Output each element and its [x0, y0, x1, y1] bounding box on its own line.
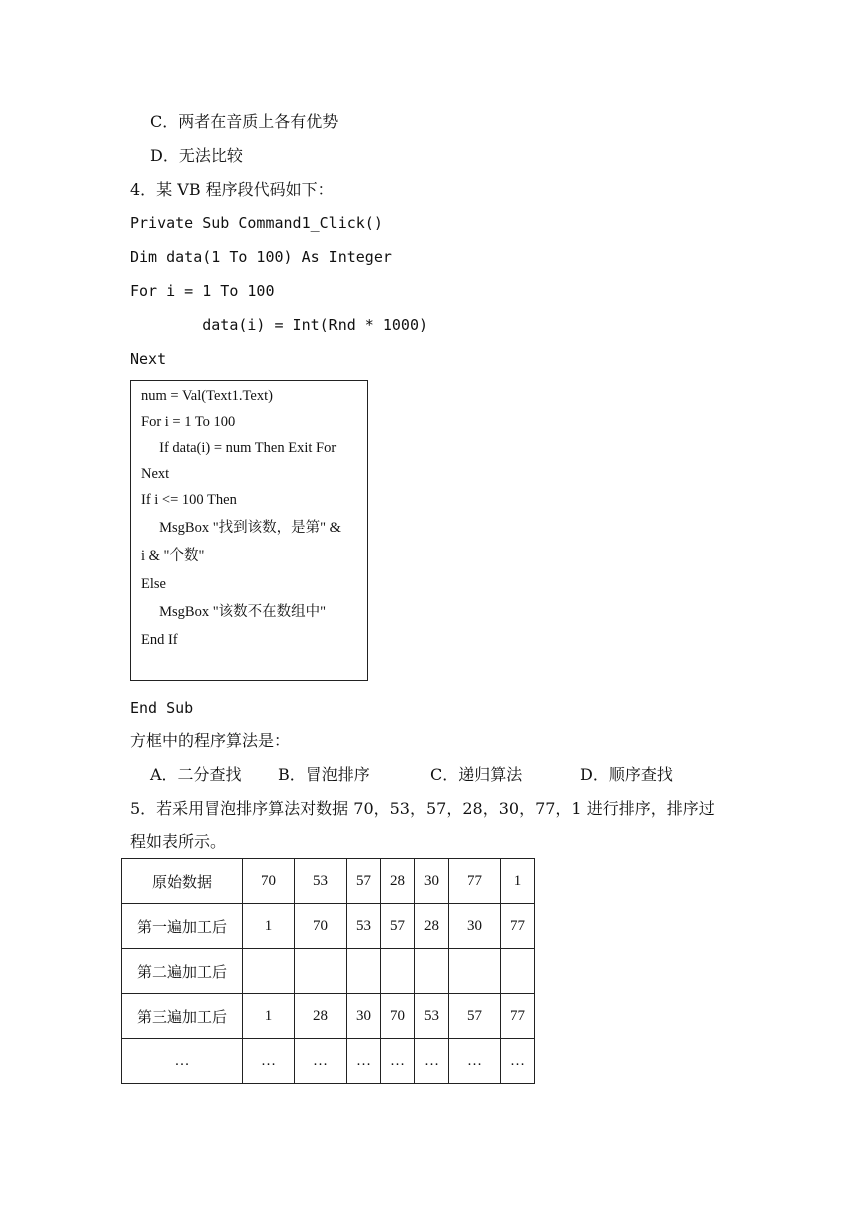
table-cell — [415, 949, 449, 994]
row-label: 第二遍加工后 — [122, 949, 243, 994]
code-line: For i = 1 To 100 — [130, 282, 275, 300]
box-code-line: MsgBox "该数不在数组中" — [141, 604, 327, 620]
table-row — [122, 904, 535, 949]
q4-option-d: D．顺序查找 — [580, 765, 673, 784]
table-cell: 70 — [295, 904, 347, 949]
q4-option-b: B．冒泡排序 — [278, 765, 370, 784]
table-row — [122, 949, 535, 994]
q5-stem-line2: 程如表所示。 — [130, 832, 227, 851]
table-cell — [295, 949, 347, 994]
table-cell: 30 — [449, 904, 501, 949]
box-code-line: i & "个数" — [141, 548, 205, 564]
table-cell: 1 — [501, 859, 535, 904]
code-box — [130, 380, 368, 681]
table-cell: 30 — [415, 859, 449, 904]
q4-stem: 4．某 VB 程序段代码如下： — [130, 180, 334, 199]
table-cell: 57 — [449, 994, 501, 1039]
table-cell — [501, 949, 535, 994]
q3-option-c: C．两者在音质上各有优势 — [150, 112, 339, 131]
box-code-line: If i <= 100 Then — [141, 492, 237, 508]
table-cell: 77 — [501, 904, 535, 949]
table-cell — [347, 949, 381, 994]
table-cell: 1 — [243, 904, 295, 949]
table-cell: 77 — [449, 859, 501, 904]
table-cell: 53 — [295, 859, 347, 904]
table-cell: 57 — [347, 859, 381, 904]
table-cell: 30 — [347, 994, 381, 1039]
table-cell: 1 — [243, 994, 295, 1039]
q5-stem-line1: 5．若采用冒泡排序算法对数据 70，53，57，28，30，77，1 进行排序，排序过 — [130, 799, 715, 818]
table-cell: 28 — [295, 994, 347, 1039]
row-label: 第一遍加工后 — [122, 904, 243, 949]
code-end: End Sub — [130, 699, 194, 717]
box-code-line: Next — [141, 466, 170, 482]
table-cell: 28 — [415, 904, 449, 949]
row-label: 第三遍加工后 — [122, 994, 243, 1039]
table-cell — [449, 949, 501, 994]
table-cell: 70 — [381, 994, 415, 1039]
table-cell: … — [295, 1039, 347, 1084]
q4-question: 方框中的程序算法是： — [130, 731, 291, 750]
table-cell — [243, 949, 295, 994]
row-label: … — [122, 1039, 243, 1084]
table-cell: … — [501, 1039, 535, 1084]
code-line: Dim data(1 To 100) As Integer — [130, 248, 392, 266]
table-cell: … — [449, 1039, 501, 1084]
box-code-line: MsgBox "找到该数，是第" & — [141, 520, 341, 536]
table-cell: 53 — [415, 994, 449, 1039]
q4-option-c: C．递归算法 — [430, 765, 523, 784]
code-line: data(i) = Int(Rnd * 1000) — [130, 316, 429, 334]
table-cell: … — [347, 1039, 381, 1084]
table-cell: … — [415, 1039, 449, 1084]
box-code-line: Else — [141, 576, 166, 592]
box-code-line: num = Val(Text1.Text) — [141, 388, 273, 404]
table-cell: 57 — [381, 904, 415, 949]
q4-option-a: A．二分查找 — [150, 765, 242, 784]
row-label: 原始数据 — [122, 859, 243, 904]
code-line: Private Sub Command1_Click() — [130, 214, 383, 232]
table-cell: 70 — [243, 859, 295, 904]
code-line: Next — [130, 350, 167, 368]
box-code-line: For i = 1 To 100 — [141, 414, 236, 430]
table-cell: 28 — [381, 859, 415, 904]
table-cell: … — [381, 1039, 415, 1084]
table-cell: 77 — [501, 994, 535, 1039]
table-cell — [381, 949, 415, 994]
table-cell: 53 — [347, 904, 381, 949]
sort-process-table — [121, 858, 535, 1084]
table-cell: … — [243, 1039, 295, 1084]
q3-option-d: D．无法比较 — [150, 146, 243, 165]
box-code-line: End If — [141, 632, 178, 648]
table-row — [122, 994, 535, 1039]
table-row — [122, 1039, 535, 1084]
box-code-line: If data(i) = num Then Exit For — [141, 440, 337, 456]
table-row — [122, 859, 535, 904]
